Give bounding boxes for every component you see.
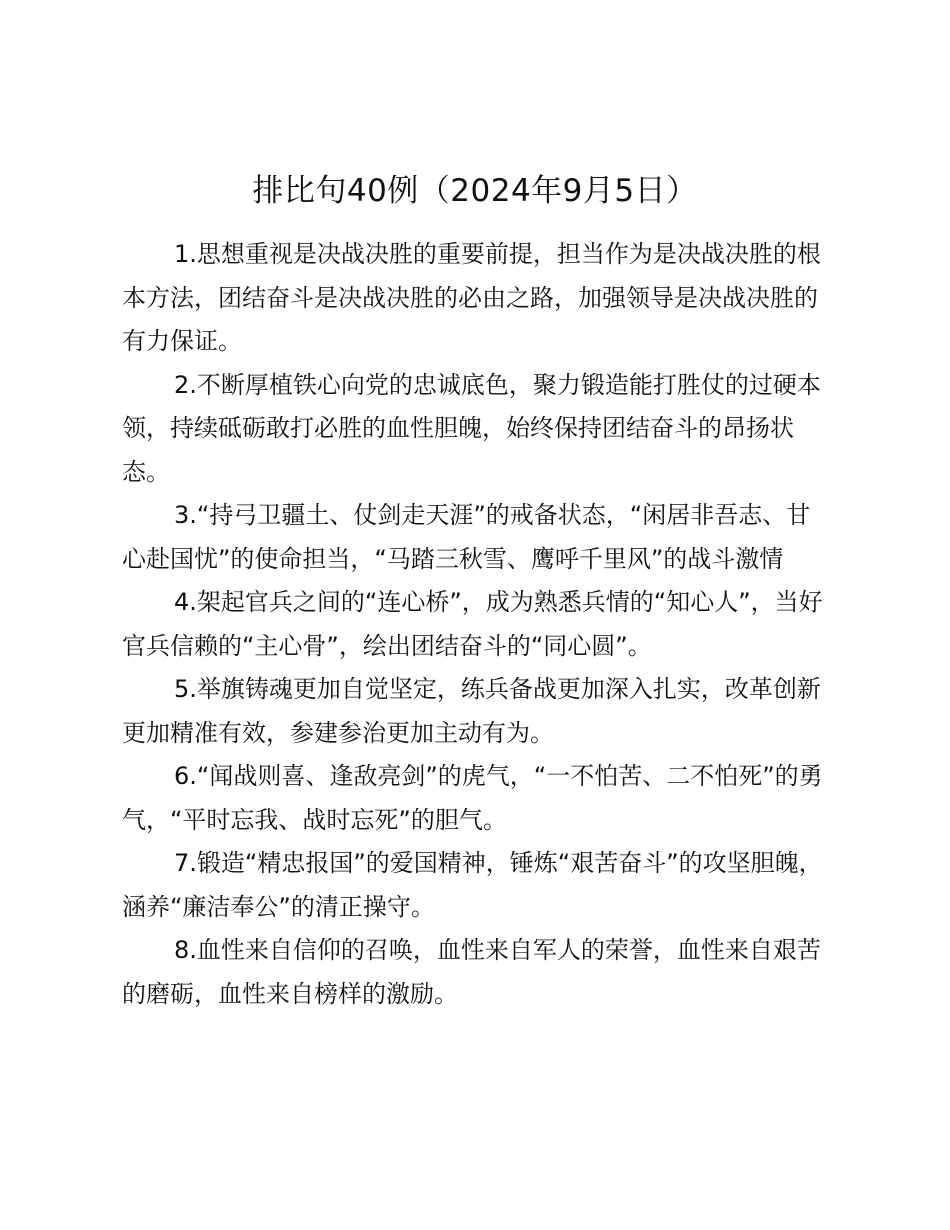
document-body — [122, 233, 834, 1016]
paragraph-1: 1.思想重视是决战决胜的重要前提，担当作为是决战决胜的根本方法，团结奋斗是决战决胜的必由之路，加强领导是决战决胜的有力保证。 — [122, 240, 821, 355]
paragraph-3: 3.“持弓卫疆土、仗剑走天涯”的戒备状态，“闲居非吾志、甘心赴国忧”的使命担当，“马踏三秋雪、鹰呼千里风”的战斗激情 — [122, 501, 811, 573]
paragraph-7: 7.锻造“精忠报国”的爱国精神，锤炼“艰苦奋斗”的攻坚胆魄，涵养“廉洁奉公”的清正操守。 — [122, 849, 823, 921]
paragraph-2: 2.不断厚植铁心向党的忠诚底色，聚力锻造能打胜仗的过硬本领，持续砥砺敢打必胜的血性胆魄，始终保持团结奋斗的昂扬状态。 — [122, 370, 821, 486]
paragraph-4: 4.架起官兵之间的“连心桥”，成为熟悉兵情的“知心人”，当好官兵信赖的“主心骨”，绘出团结奋斗的“同心圆”。 — [122, 588, 823, 660]
paragraph-6: 6.“闻战则喜、逢敌亮剑”的虎气，“一不怕苦、二不怕死”的勇气，“平时忘我、战时忘死”的胆气。 — [122, 762, 823, 834]
document-title: 排比句40例（2024年9月5日） — [252, 173, 698, 209]
paragraph-8: 8.血性来自信仰的召唤，血性来自军人的荣誉，血性来自艰苦的磨砺，血性来自榜样的激励。 — [122, 936, 821, 1008]
paragraph-5: 5.举旗铸魂更加自觉坚定，练兵备战更加深入扎实，改革创新更加精准有效，参建参治更加主动有为。 — [122, 675, 821, 747]
